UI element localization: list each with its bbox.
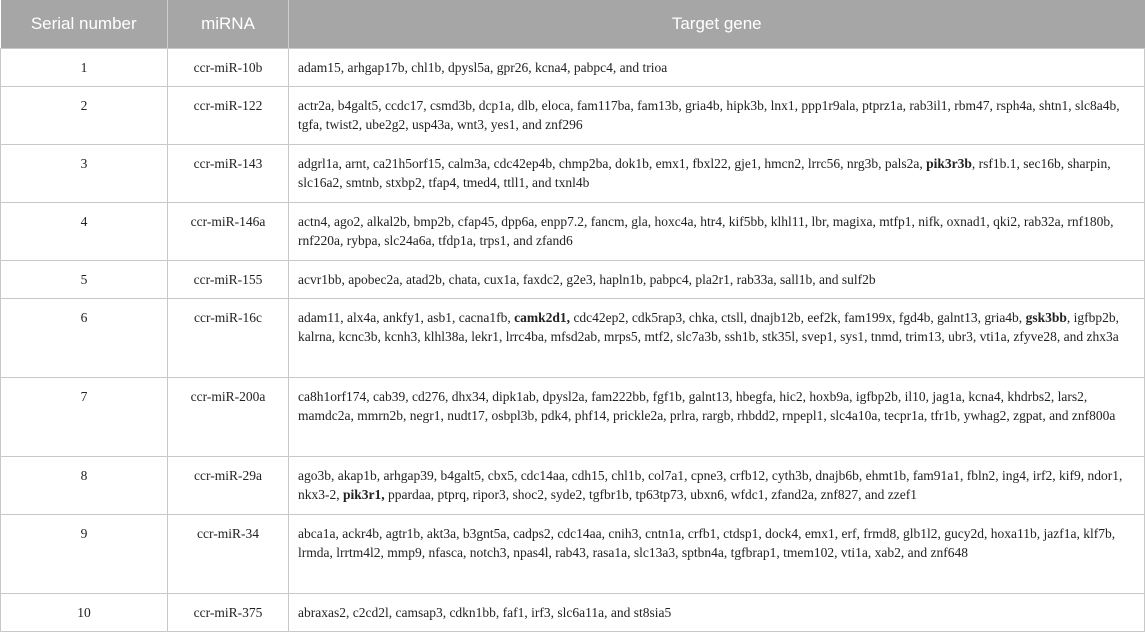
table-row [1,515,1145,594]
serial-number-cell: 4 [1,203,168,261]
serial-number-cell: 5 [1,261,168,299]
gene-list-text: , rsf1b.1, sec16b, sharpin, slc16a2, smtnb, stxbp2, tfap4, tmed4, ttll1, and txnl4b [298,156,1111,190]
serial-number-cell: 2 [1,87,168,145]
target-gene-cell [289,203,1145,261]
gene-list-text: ago3b, akap1b, arhgap39, b4galt5, cbx5, cdc14aa, cdh15, chl1b, col7a1, cpne3, crfb12, cyth3b, dnajb6b, ehmt1b, fam91a1, fbln2, ing4, irf2, kif9, ndor1, nkx3-2, [298,468,1123,502]
gene-list-text: adam15, arhgap17b, chl1b, dpysl5a, gpr26, kcna4, pabpc4, and trioa [298,60,668,75]
table-row [1,49,1145,87]
table-row [1,87,1145,145]
column-header-serial: Serial number [1,0,168,49]
target-gene-cell [289,261,1145,299]
mirna-cell: ccr-miR-29a [168,457,289,515]
serial-number-cell: 10 [1,594,168,632]
gene-list-text: ppardaa, ptprq, ripor3, shoc2, syde2, tgfbr1b, tp63tp73, ubxn6, wfdc1, zfand2a, znf827, and zzef1 [384,487,917,502]
mirna-cell: ccr-miR-200a [168,378,289,457]
highlighted-gene: pik3r3b [926,156,972,171]
column-header-target-gene: Target gene [289,0,1145,49]
gene-list-text: abraxas2, c2cd2l, camsap3, cdkn1bb, faf1, irf3, slc6a11a, and st8sia5 [298,605,672,620]
target-gene-cell [289,145,1145,203]
serial-number-cell: 3 [1,145,168,203]
target-gene-cell [289,457,1145,515]
serial-number-cell: 9 [1,515,168,594]
table-row [1,299,1145,378]
mirna-cell: ccr-miR-375 [168,594,289,632]
gene-list-text: adam11, alx4a, ankfy1, asb1, cacna1fb, [298,310,515,325]
header-row [1,0,1145,49]
serial-number-cell: 8 [1,457,168,515]
gene-list-text: adgrl1a, arnt, ca21h5orf15, calm3a, cdc42ep4b, chmp2ba, dok1b, emx1, fbxl22, gje1, hmcn2, lrrc56, nrg3b, pals2a, [298,156,927,171]
table-row [1,203,1145,261]
mirna-cell: ccr-miR-16c [168,299,289,378]
target-gene-cell [289,299,1145,378]
mirna-cell: ccr-miR-155 [168,261,289,299]
column-header-mirna: miRNA [168,0,289,49]
gene-list-text: cdc42ep2, cdk5rap3, chka, ctsll, dnajb12b, eef2k, fam199x, fgd4b, galnt13, gria4b, [570,310,1026,325]
target-gene-cell [289,515,1145,594]
highlighted-gene: camk2d1, [514,310,571,325]
mirna-cell: ccr-miR-146a [168,203,289,261]
table-row [1,261,1145,299]
gene-list-text: actn4, ago2, alkal2b, bmp2b, cfap45, dpp6a, enpp7.2, fancm, gla, hoxc4a, htr4, kif5bb, klhl11, lbr, magixa, mtfp1, nifk, oxnad1, qki2, rab32a, rnf180b, rnf220a, rybpa, slc24a6a, tfdp1a, trps1, and zfand6 [298,214,1114,248]
highlighted-gene: gsk3bb [1025,310,1067,325]
table-row [1,378,1145,457]
serial-number-cell: 7 [1,378,168,457]
mirna-cell: ccr-miR-122 [168,87,289,145]
table-row [1,594,1145,632]
target-gene-cell [289,49,1145,87]
gene-list-text: ca8h1orf174, cab39, cd276, dhx34, dipk1ab, dpysl2a, fam222bb, fgf1b, galnt13, hbegfa, hic2, hoxb9a, igfbp2b, il10, jag1a, kcna4, khdrbs2, lars2, mamdc2a, mmrn2b, negr1, nudt17, osbpl3b, pdk4, phf14, prickle2a, prlra, rargb, rhbdd2, rnpepl1, slc4a10a, tecpr1a, tfr1b, ywhag2, zgpat, and znf800a [298,389,1116,423]
target-gene-cell [289,378,1145,457]
mirna-cell: ccr-miR-143 [168,145,289,203]
gene-list-text: acvr1bb, apobec2a, atad2b, chata, cux1a, faxdc2, g2e3, hapln1b, pabpc4, pla2r1, rab33a, sall1b, and sulf2b [298,272,876,287]
table-row [1,457,1145,515]
target-gene-cell [289,594,1145,632]
serial-number-cell: 1 [1,49,168,87]
table-row [1,145,1145,203]
table-body [1,49,1145,632]
mirna-cell: ccr-miR-10b [168,49,289,87]
serial-number-cell: 6 [1,299,168,378]
table-header [1,0,1145,49]
gene-list-text: , igfbp2b, kalrna, kcnc3b, kcnh3, klhl38a, lekr1, lrrc4ba, mfsd2ab, mrps5, mtf2, slc7a3b, ssh1b, stk35l, svep1, sys1, tnmd, trim13, ubr3, vti1a, zfyve28, and zhx3a [298,310,1119,344]
target-gene-cell [289,87,1145,145]
gene-list-text: abca1a, ackr4b, agtr1b, akt3a, b3gnt5a, cadps2, cdc14aa, cnih3, cntn1a, crfb1, ctdsp1, dock4, emx1, erf, frmd8, glb1l2, gucy2d, hoxa11b, jazf1a, klf7b, lrmda, lrrtm4l2, mmp9, nfasca, notch3, npas4l, rab43, rasa1a, slc13a3, sptbn4a, tgfbrap1, tmem102, vti1a, xab2, and znf648 [298,526,1116,560]
gene-list-text: actr2a, b4galt5, ccdc17, csmd3b, dcp1a, dlb, eloca, fam117ba, fam13b, gria4b, hipk3b, lnx1, ppp1r9ala, ptprz1a, rab3il1, rbm47, rsph4a, shtn1, slc8a4b, tgfa, twist2, ube2g2, usp43a, wnt3, yes1, and znf296 [298,98,1120,132]
mirna-cell: ccr-miR-34 [168,515,289,594]
highlighted-gene: pik3r1, [343,487,385,502]
